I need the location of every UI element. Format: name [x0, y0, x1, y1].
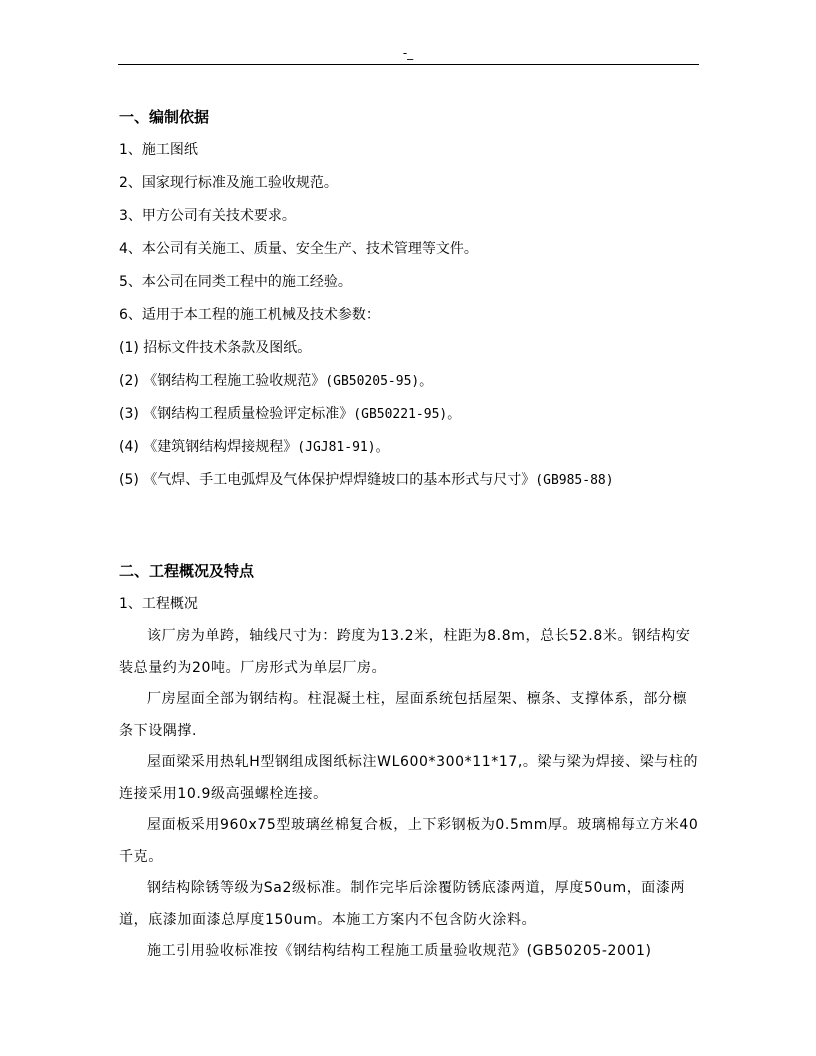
basis-item: 2、国家现行标准及施工验收规范。 — [119, 175, 338, 191]
standard-title: 《气焊、手工电弧焊及气体保护焊焊缝坡口的基本形式与尺寸》 — [143, 472, 536, 488]
standard-item — [119, 365, 699, 398]
standard-title: 《钢结构工程质量检验评定标准》 — [143, 406, 354, 422]
basis-item: 1、施工图纸 — [119, 142, 198, 158]
standard-code: (JGJ81-91)。 — [297, 440, 389, 455]
standard-number: (3) — [119, 406, 139, 422]
overview-paragraph: 屋面板采用960x75型玻璃丝棉复合板，上下彩钢板为0.5mm厚。玻璃棉每立方米40千克。 — [119, 817, 699, 865]
standard-item — [119, 464, 699, 497]
standard-item — [119, 332, 699, 365]
standard-number: (4) — [119, 439, 139, 455]
overview-paragraph: 施工引用验收标准按《钢结构结构工程施工质量验收规范》(GB50205-2001) — [147, 943, 652, 959]
document-body — [119, 101, 699, 968]
subsection-heading: 1、工程概况 — [119, 596, 198, 612]
basis-item: 3、甲方公司有关技术要求。 — [119, 208, 296, 224]
standard-title: 《建筑钢结构焊接规程》 — [143, 439, 298, 455]
standard-code: (GB50221-95)。 — [353, 407, 461, 422]
overview-paragraph: 厂房屋面全部为钢结构。柱混凝土柱，屋面系统包括屋架、檩条、支撑体系，部分檩条下设隅撑. — [119, 691, 688, 739]
standard-code: (GB50205-95)。 — [325, 374, 433, 389]
standard-number: (1) — [119, 340, 139, 356]
basis-item: 5、本公司在同类工程中的施工经验。 — [119, 274, 352, 290]
basis-item: 6、适用于本工程的施工机械及技术参数： — [119, 307, 380, 323]
standard-item — [119, 431, 699, 464]
standard-title: 招标文件技术条款及图纸。 — [143, 340, 312, 356]
header-mark: -_ — [402, 46, 414, 60]
standard-number: (5) — [119, 472, 139, 488]
overview-paragraph: 该厂房为单跨，轴线尺寸为：跨度为13.2米，柱距为8.8m，总长52.8米。钢结构安装总量约为20吨。厂房形式为单层厂房。 — [119, 628, 691, 676]
header-rule — [118, 64, 699, 65]
standard-title: 《钢结构工程施工验收规范》 — [143, 373, 326, 389]
section-heading-overview: 二、工程概况及特点 — [119, 562, 255, 580]
section-spacer — [119, 497, 699, 555]
standard-number: (2) — [119, 373, 139, 389]
section-heading-basis: 一、编制依据 — [119, 108, 210, 126]
overview-paragraph: 钢结构除锈等级为Sa2级标准。制作完毕后涂覆防锈底漆两道，厚度50um，面漆两道，底漆加面漆总厚度150um。本施工方案内不包含防火涂料。 — [119, 880, 686, 928]
overview-paragraph: 屋面梁采用热轧H型钢组成图纸标注WL600*300*11*17,。梁与梁为焊接、梁与柱的连接采用10.9级高强螺栓连接。 — [119, 754, 699, 802]
basis-item: 4、本公司有关施工、质量、安全生产、技术管理等文件。 — [119, 241, 478, 257]
standard-item — [119, 398, 699, 431]
standard-code: (GB985-88) — [535, 473, 614, 488]
